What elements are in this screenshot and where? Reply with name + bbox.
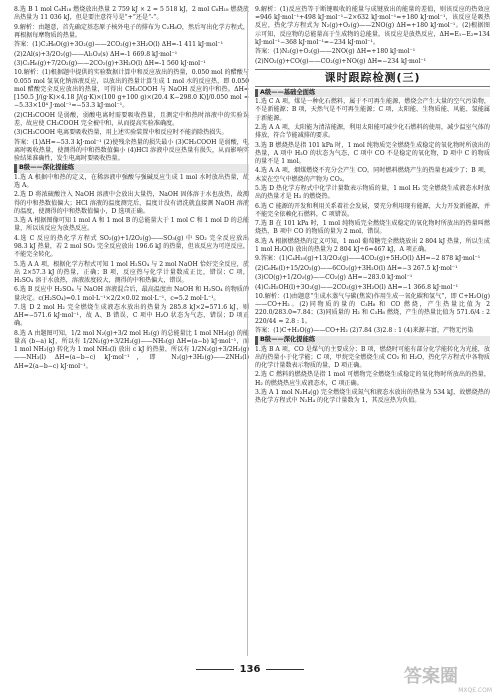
answer-paragraph: 10.解析：(1)由题意“生成水蒸气与碳(焦炭)作用生成一氧化碳和氢气”，即 C+H₂O(g)——CO+H₂。(2)同物质的量的 C₃H₈ 和 CO 燃烧，产生热量比值为 2 220.0/283.0≈7.84；(3)同质量的 H₂ 和 C₃H₈ 燃烧，产生的热量比值为 571.6/4 : 2 220/44 ≈ 2.8 : 1。 — [255, 292, 490, 325]
right-column — [255, 6, 490, 407]
answer-paragraph: 3.选 A 根据图像可知 1 mol A 和 1 mol B 的总能量大于 1 mol C 和 1 mol D 的总能量，所以该反应为放热反应。 — [14, 217, 249, 233]
watermark — [402, 660, 492, 692]
right-column-bottom — [255, 89, 490, 406]
answer-paragraph: (4)C₂H₅OH(l)+3O₂(g)——2CO₂(g)+3H₂O(l) ΔH=−1 366.8 kJ·mol⁻¹ — [255, 283, 459, 291]
answer-paragraph: 答案：(1)ΔH=−53.3 kJ·mol⁻¹ (2)使残余热量的损失最小 (3)CH₃COOH 是弱酸，电离时吸收热量，使测得的中和热数值偏小 (4)HCl 溶液中反应热量有损失，从而影响实验结果准确性，发生电离时要吸收热量。 — [14, 138, 249, 162]
answer-paragraph: 9.答案：(1)C₄H₁₀(g)+13/2O₂(g)——4CO₂(g)+5H₂O(l) ΔH=−2 878 kJ·mol⁻¹ — [255, 255, 481, 263]
answer-paragraph: 7.选 B 在 101 kPa 时，1 mol 纯物质完全燃烧生成稳定的氧化物时所放出的热量叫燃烧热，B 项中 CO 的物质的量为 2 mol，错误。 — [255, 220, 490, 236]
answer-paragraph: (3)CO(g)+1/2O₂(g)——CO₂(g) ΔH=−283.0 kJ·mol⁻¹ — [255, 274, 413, 282]
answer-paragraph: 5.选 D 热化学方程式中化学计量数表示物质的量，1 mol H₂ 完全燃烧生成液态水时放出的热量才是 H₂ 的燃烧热。 — [255, 184, 490, 201]
answer-paragraph: 2.选 D 将浓硫酸注入 NaOH 溶液中会放出大量热，NaOH 固体溶于水也放热，故测得的中和热数值偏大；HCl 溶液的温度测完后，温度计没有清洗就直接测 NaOH 溶液的温度，使测得的中和热数值偏小，D 选项正确。 — [14, 191, 249, 215]
section-label: B级——深化提能练 — [14, 164, 249, 172]
answer-paragraph: 6.选 C 能源的开发和利用关系着社会发展，要充分利用现有能源，大力开发新能源，并不能完全依赖化石燃料，C 项错误。 — [255, 202, 490, 218]
answer-paragraph: 9.解析：由题意，首先确定基态原子核外电子的排布为 C₂H₆O，然后写出化学方程式，再根据每摩物质的热量。 — [14, 23, 249, 39]
answer-paragraph: 3.选 B 燃烧热是指 101 kPa 时，1 mol 纯物质完全燃烧生成稳定的氧化物时所放出的热量，A 项中 H₂O 的状态为气态，C 项中 CO 不是稳定的氧化物，D 项中 C 的物质的量不是 1 mol。 — [255, 141, 490, 165]
answer-paragraph: (3)CH₃COOH 电离要吸收热量，用上述实验装置中和反应时不能消除热损失。 — [14, 129, 228, 137]
answer-paragraph: 6.选 B 反应中 H₂SO₄ 与 NaOH 溶液混合后，最高温度由 NaOH 和 H₂SO₄ 的物质的量决定。c(H₂SO₄)=0.1 mol·L⁻¹×2/2×0.02 mol·L⁻¹，c=5.2 mol·L⁻¹。 — [14, 286, 249, 302]
page-number: 136 — [0, 664, 500, 675]
answer-paragraph: (2)NO₂(g)+CO(g)——CO₂(g)+NO(g) ΔH=−234 kJ·mol⁻¹ — [255, 57, 427, 65]
answer-paragraph: 4.选 C 反应的热化学方程式 SO₂(g)+1/2O₂(g)——SO₃(g) 中 SO₂ 完全反应放出 98.3 kJ 热量，若 2 mol SO₂ 完全反应放出 196.6 kJ 的热量，但该反应为可逆反应，不能完全转化。 — [14, 234, 249, 259]
answer-paragraph: 1.选 C A 项，煤是一种化石燃料，属于不可再生能源，燃烧会产生大量的空气污染物，不是新能源；B 项，天然气是不可再生能源；C 项，太阳能、生物质能、风能、氢能属于新能源。 — [255, 98, 490, 122]
answer-paragraph: 7.选 D 2 mol H₂ 完全燃烧生成液态水放出的热量为 285.8 kJ×2=571.6 kJ，则 ΔH=−571.6 kJ·mol⁻¹，故 A、B 错误，C 项中 H₂O 状态为气态，错误；D 项正确。 — [14, 303, 249, 328]
watermark-url: MXQE.COM — [458, 687, 492, 694]
left-column — [14, 6, 249, 372]
answer-paragraph: 8.选 B 1 mol C₈H₁₈ 燃烧放出热量 2 759 kJ × 2 = 5 518 kJ，2 mol C₈H₁₈ 燃烧放出热量为 11 036 kJ，但是要注意符号是“+”还是“-”。 — [14, 6, 249, 22]
watermark-text: 答案圈 — [404, 666, 458, 687]
answer-paragraph: 答案：(1)N₂(g)+O₂(g)——2NO(g) ΔH=+180 kJ·mol⁻¹ — [255, 48, 416, 56]
answer-paragraph: 8.选 A 根据燃烧热的定义可知，1 mol 葡萄糖完全燃烧放出 2 804 kJ 热量，所以生成 1 mol H₂O(l) 放出的热量为 2 804 kJ÷6≈467 kJ，A 项正确。 — [255, 237, 490, 253]
answer-paragraph: (2)2Al(s)+3/2O₂(g)——Al₂O₃(s) ΔH=-1 669.8 kJ·mol⁻¹ — [14, 50, 178, 58]
answer-paragraph: 1.选 B A 项，CO 是煤气的主要成分；B 项，燃烧时可能有部分化学能转化为光能，放出的热量小于化学能；C 项，甲烷完全燃烧生成 CO₂ 和 H₂O，热化学方程式中各物质的化学计量数表示物质的量，D 项正确。 — [255, 345, 490, 370]
answer-paragraph: (2)C₆H₆(l)+15/2O₂(g)——6CO₂(g)+3H₂O(l) ΔH=−3 267.5 kJ·mol⁻¹ — [255, 264, 458, 272]
column-divider — [247, 6, 248, 656]
answer-paragraph: 2.选 C 燃料的燃烧热是指 1 mol 可燃物完全燃烧生成稳定的氧化物时所放出的热量，H₂ 的燃烧热应生成液态水，C 项正确。 — [255, 371, 490, 387]
right-column-top — [255, 6, 490, 66]
answer-paragraph: 答案：(1)C₂H₆O(g)+3O₂(g)——2CO₂(g)+3H₂O(l) ΔH=-1 411 kJ·mol⁻¹ — [14, 41, 224, 49]
answer-paragraph: 8.选 A 由题图可知，1/2 mol N₂(g)+3/2 mol H₂(g) 的总能量比 1 mol NH₃(g) 的能量高 (b−a) kJ，所以有 1/2N₂(g)+3/2H₂(g)——NH₃(g) ΔH=(a−b) kJ·mol⁻¹，而 1 mol NH₃(g) 转化为 1 mol NH₃(l) 放出 c kJ 的热量，所以有 1/2N₂(g)+3/2H₂(g)——NH₃(l) ΔH=(a−b−c) kJ·mol⁻¹，即 N₂(g)+3H₂(g)——2NH₃(l) ΔH=2(a−b−c) kJ·mol⁻¹。 — [14, 329, 249, 370]
answer-paragraph: 1.选 A 根据中和热的定义，在稀溶液中强酸与强碱反应生成 1 mol 水时放出热量，故选 A。 — [14, 173, 249, 189]
answer-paragraph: 9.解析：(1)反应热等于断键吸收的能量与成键放出的能量的差值，则该反应的热效应=946 kJ·mol⁻¹+498 kJ·mol⁻¹−2×632 kJ·mol⁻¹=+180 kJ·mol⁻¹，该反应是吸热反应，热化学方程式为 N₂(g)+O₂(g)——2NO(g) ΔH=+180 kJ·mol⁻¹。(2)根据图示可知，反应物的总能量高于生成物的总能量，该反应是放热反应，ΔH=E₁−E₂=134 kJ·mol⁻¹−368 kJ·mol⁻¹=−234 kJ·mol⁻¹。 — [255, 6, 490, 46]
section-heading: 课时跟踪检测(三) — [255, 69, 490, 87]
answer-paragraph: 答案：(1)C+H₂O(g)——CO+H₂ (2)7.84 (3)2.8 : 1 (4)来源丰富，产物无污染 — [255, 326, 474, 334]
answer-paragraph: (3)C₂H₆(g)+7/2O₂(g)——2CO₂(g)+3H₂O(l) ΔH=-1 560 kJ·mol⁻¹ — [14, 59, 206, 67]
section-label: B级——深化提能练 — [255, 336, 490, 344]
section-label: A级——基础全面练 — [255, 89, 490, 97]
answer-paragraph: 5.选 A A 项，根据化学方程式可知 1 mol H₂SO₄ 与 2 mol NaOH 恰好完全反应，放出 2×57.3 kJ 的热量，正确；B 项，反应热与化学计量数成正比，错误；C 项，H₂SO₄ 溶于水放热，溶液浓度较大，测得的中和热偏大，错误。 — [14, 260, 249, 284]
answer-paragraph: 3.选 A 1 mol N₂H₄(g) 完全燃烧生成氮气和液态水放出的热量为 534 kJ，故燃烧热的热化学方程式中 N₂H₄ 的化学计量数为 1，其反应热为负值。 — [255, 389, 490, 405]
answer-paragraph: 10.解析：(1)根据题中提供的实验数据计算中和反应放出的热量，0.050 mol 的醋酸与 0.055 mol 氢氧化钠溶液反应，以放出的热量计算生成 1 mol 水的反应热，即 0.050 mol 醋酸完全反应放出的热量，可得出 CH₃COOH 与 NaOH 反应的中和热。ΔH=[150.5 J/(g·K)×4.18 J/(g·K)×(100 g+100 g)×(20.4 K−298.0 K)]/0.050 mol ≈ −5.33×10⁴ J·mol⁻¹=−53.3 kJ·mol⁻¹。 — [14, 69, 249, 110]
answer-paragraph: (2)CH₃COOH 是弱酸，弱酸电离时需要吸收热量，且测定中和热时溶液中的实验误差，故应使 CH₃COOH 完全被中和，从而提高实验准确度。 — [14, 111, 249, 127]
answer-paragraph: 2.选 A A 项，太阳能为清洁能源，利用太阳能可减少化石燃料的使用，减少温室气体的排放，符合节能减排的要求。 — [255, 123, 490, 140]
answer-paragraph: 4.选 A A 项，烟煤燃烧不充分会产生 CO，同时燃料燃烧产生的热量也减少了；B 项，木炭在空气中燃烧的产物为 CO₂。 — [255, 167, 490, 183]
